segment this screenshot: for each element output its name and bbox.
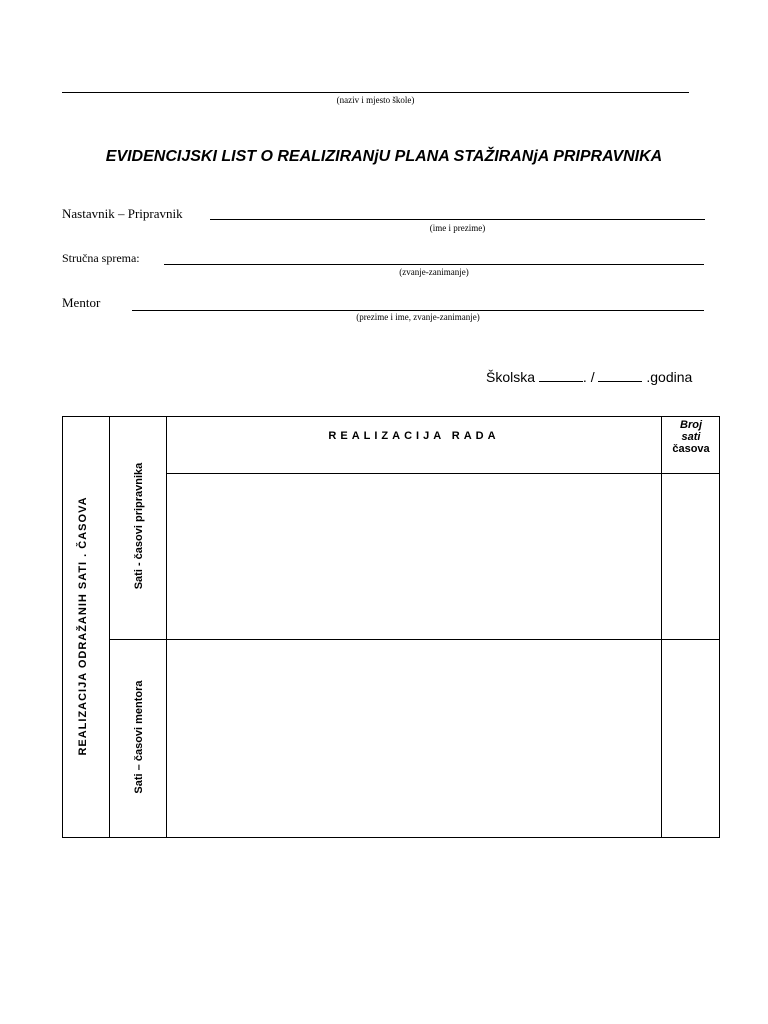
school-year-separator: . /	[582, 369, 595, 385]
header-hours-word-2: sati	[681, 431, 701, 443]
teacher-trainee-caption: (ime i prezime)	[429, 223, 486, 233]
school-year-suffix: .godina	[646, 369, 693, 385]
row-trainee-label: Sati - časovi pripravnika	[133, 462, 145, 590]
mentor-label: Mentor	[62, 295, 101, 310]
school-year	[486, 369, 692, 385]
qualification-caption: (zvanje-zanimanje)	[399, 267, 469, 277]
outer-vertical-label: REALIZACIJA ODRAŽANIH SATI . ČASOVA	[77, 496, 89, 756]
mentor-work-cell[interactable]	[167, 640, 661, 837]
trainee-work-cell[interactable]	[167, 474, 661, 639]
header-hours-word-1: Broj	[680, 419, 702, 431]
school-name-line[interactable]	[62, 92, 689, 93]
mentor-line[interactable]	[132, 310, 704, 311]
school-name-caption: (naziv i mjesto škole)	[336, 95, 415, 105]
qualification-line[interactable]	[164, 264, 704, 265]
mentor-caption: (prezime i ime, zvanje-zanimanje)	[356, 312, 480, 322]
school-year-end-blank[interactable]	[598, 369, 642, 382]
school-year-prefix: Školska	[486, 369, 536, 385]
teacher-trainee-label: Nastavnik – Pripravnik	[62, 206, 183, 221]
school-year-start-blank[interactable]	[539, 369, 583, 382]
realization-table	[62, 416, 720, 838]
table-divider-outer	[109, 417, 110, 837]
header-hours-count	[662, 419, 720, 455]
document-title: EVIDENCIJSKI LIST O REALIZIRANjU PLANA STAŽIRANjA PRIPRAVNIKA	[105, 148, 663, 165]
header-hours-word-3: časova	[672, 443, 710, 455]
teacher-trainee-line[interactable]	[210, 219, 705, 220]
trainee-hours-cell[interactable]	[662, 474, 720, 639]
row-mentor-label: Sati – časovi mentora	[133, 680, 145, 794]
header-realization: REALIZACIJA RADA	[328, 430, 500, 442]
qualification-label: Stručna sprema:	[62, 251, 140, 265]
mentor-hours-cell[interactable]	[662, 640, 720, 837]
